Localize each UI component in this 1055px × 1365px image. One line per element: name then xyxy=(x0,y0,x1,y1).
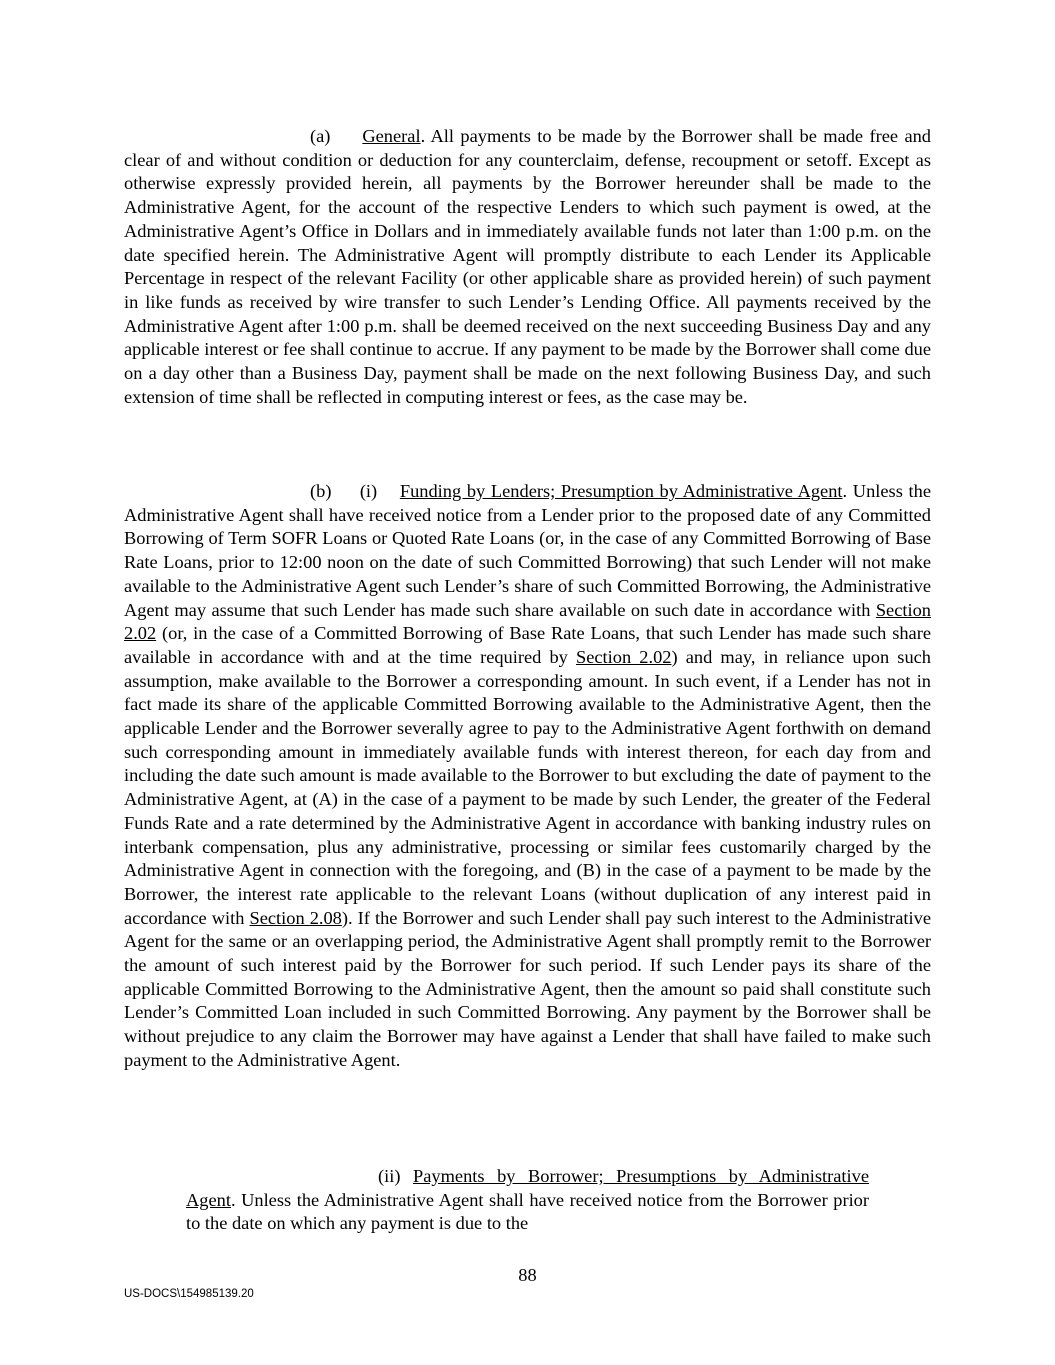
page-number: 88 xyxy=(518,1265,537,1285)
section-ref-2-02-a: Section 2.02 xyxy=(124,599,931,644)
paragraph-b-i-label: (i) xyxy=(359,481,378,501)
document-id: US-DOCS\154985139.20 xyxy=(124,1288,254,1300)
paragraph-a-label: (a) xyxy=(310,126,331,146)
paragraph-b-i-body-3: ) and may, in reliance upon such assumption, make available to the Borrower a corresponding amount. In such event, if a Lender has not in fact made its share of the applicable Committed Borrowing available to the Administrative Agent, then the applicable Lender and the Borrower severally agree to pay to the Administrative Agent forthwith on demand such corresponding amount in immediately available funds with interest thereon, for each day from and including the date such amount is made available to the Borrower to but excluding the date of payment to the Administrative Agent, at (A) in the case of a payment to be made by such Lender, the greater of the Federal Funds Rate and a rate determined by the Administrative Agent in accordance with banking industry rules on interbank compensation, plus any administrative, processing or similar fees customarily charged by the Administrative Agent in connection with the foregoing, and (B) in the case of a payment to be made by the Borrower, the interest rate applicable to the relevant Loans (without duplication of any interest paid in accordance with xyxy=(124,646,931,928)
paragraph-b-ii-body: . Unless the Administrative Agent shall have received notice from the Borrower prior to the date on which any payment is due to the xyxy=(186,1189,869,1234)
paragraph-b-i-body-1: . Unless the Administrative Agent shall have received notice from a Lender prior to the proposed date of any Committed Borrowing of Term SOFR Loans or Quoted Rate Loans (or, in the case of any Committed Borrowing of Base Rate Loans, prior to 12:00 noon on the date of such Committed Borrowing) that such Lender will not make available to the Administrative Agent such Lender’s share of such Committed Borrowing, the Administrative Agent may assume that such Lender has made such share available on such date in accordance with xyxy=(124,481,931,620)
paragraph-b-i-body-2: (or, in the case of a Committed Borrowing of Base Rate Loans, that such Lender has made such share available in accordance with and at the time required by xyxy=(124,623,931,667)
paragraph-a-body: . All payments to be made by the Borrower shall be made free and clear of and without condition or deduction for any counterclaim, defense, recoupment or setoff. Except as otherwise expressly provided herein, all payments by the Borrower hereunder shall be made to the Administrative Agent, for the account of the respective Lenders to which such payment is owed, at the Administrative Agent’s Office in Dollars and in immediately available funds not later than 1:00 p.m. on the date specified herein. The Administrative Agent will promptly distribute to each Lender its Applicable Percentage in respect of the relevant Facility (or other applicable share as provided herein) of such payment in like funds as received by wire transfer to such Lender’s Lending Office. All payments received by the Administrative Agent after 1:00 p.m. shall be deemed received on the next succeeding Business Day and any applicable interest or fee shall continue to accrue. If any payment to be made by the Borrower shall come due on a day other than a Business Day, payment shall be made on the next following Business Day, and such extension of time shall be reflected in computing interest or fees, as the case may be. xyxy=(124,126,931,407)
paragraph-b-ii-label: (ii) xyxy=(378,1166,401,1186)
section-ref-2-08: Section 2.08 xyxy=(249,907,342,928)
paragraph-b-label: (b) xyxy=(310,481,332,501)
paragraph-a-heading: General xyxy=(362,126,421,146)
paragraph-b-i xyxy=(124,480,931,1073)
paragraph-b-i-heading: Funding by Lenders; Presumption by Administrative Agent xyxy=(399,481,843,501)
section-ref-2-02-b: Section 2.02 xyxy=(576,646,672,667)
paragraph-b-ii-heading: Payments by Borrower; Presumptions by Administrative Agent xyxy=(186,1166,870,1210)
paragraph-b-ii xyxy=(186,1165,869,1236)
paragraph-b-i-body-4: ). If the Borrower and such Lender shall pay such interest to the Administrative Agent for the same or an overlapping period, the Administrative Agent shall promptly remit to the Borrower the amount of such interest paid by the Borrower for such period. If such Lender pays its share of the applicable Committed Borrowing to the Administrative Agent, then the amount so paid shall constitute such Lender’s Committed Loan included in such Committed Borrowing. Any payment by the Borrower shall be without prejudice to any claim the Borrower may have against a Lender that shall have failed to make such payment to the Administrative Agent. xyxy=(124,907,931,1070)
paragraph-a xyxy=(124,125,931,409)
